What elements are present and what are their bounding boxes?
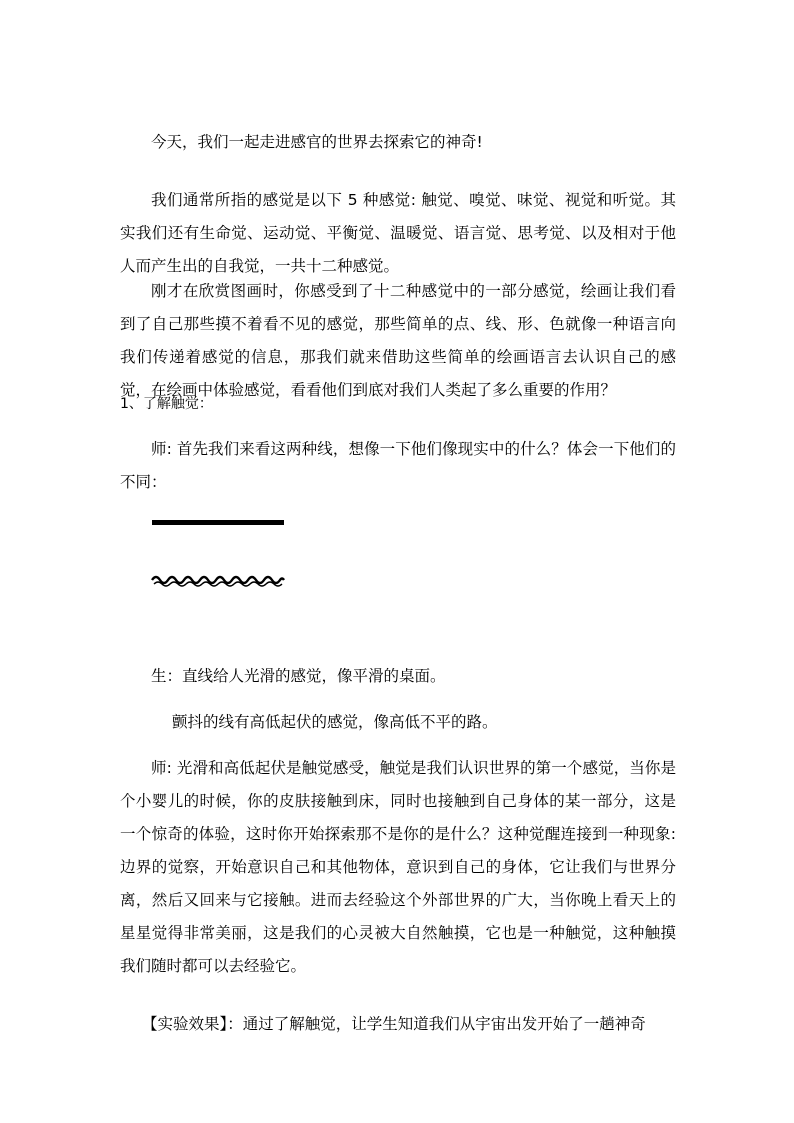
senses-paragraph: 我们通常所指的感觉是以下 5 种感觉: 触觉、嗅觉、味觉、视觉和听觉。其实我们还有生命觉、运动觉、平衡觉、温暖觉、语言觉、思考觉、以及相对于他人而产生出的自我觉，一共十二种感觉。 [120,191,676,275]
result-label: 【实验效果】 [142,1015,228,1033]
wavy-line-illustration [150,572,286,590]
teacher-question-paragraph: 师: 首先我们来看这两种线，想像一下他们像现实中的什么？体会一下他们的不同： [120,440,676,491]
student-answer-1: 生：直线给人光滑的感觉，像平滑的桌面。 [151,667,446,685]
section-heading-touch: 1、了解触觉： [120,396,213,412]
teacher-explanation-paragraph: 师: 光滑和高低起伏是触觉感受，触觉是我们认识世界的第一个感觉，当你是个小婴儿的时候，你的皮肤接触到床，同时也接触到自己身体的某一部分，这是一个惊奇的体验，这时你开始探索那不是你的是什么？这种觉醒连接到一种现象: 边界的觉察，开始意识自己和其他物体，意识到自己的身体，它让我们与世界分离，然后又回来与它接触。进而去经验这个外部世界的广大，当你晚上看天上的星星觉得非常美丽，这是我们的心灵被大自然触摸，它也是一种触觉，这种触摸我们随时都可以去经验它。 [120,759,676,975]
result-text: ：通过了解触觉，让学生知道我们从宇宙出发开始了一趟神奇 [227,1015,646,1033]
straight-line-illustration [152,520,284,525]
student-answer-2: 颤抖的线有高低起伏的感觉，像高低不平的路。 [172,713,498,731]
result-paragraph [120,1008,676,1041]
painting-paragraph: 刚才在欣赏图画时，你感受到了十二种感觉中的一部分感觉，绘画让我们看到了自己那些摸不着看不见的感觉，那些简单的点、线、形、色就像一种语言向我们传递着感觉的信息，那我们就来借助这些简单的绘画语言去认识自己的感觉，在绘画中体验感觉，看看他们到底对我们人类起了多么重要的作用？ [120,282,676,399]
intro-paragraph: 今天，我们一起走进感官的世界去探索它的神奇! [151,133,483,151]
